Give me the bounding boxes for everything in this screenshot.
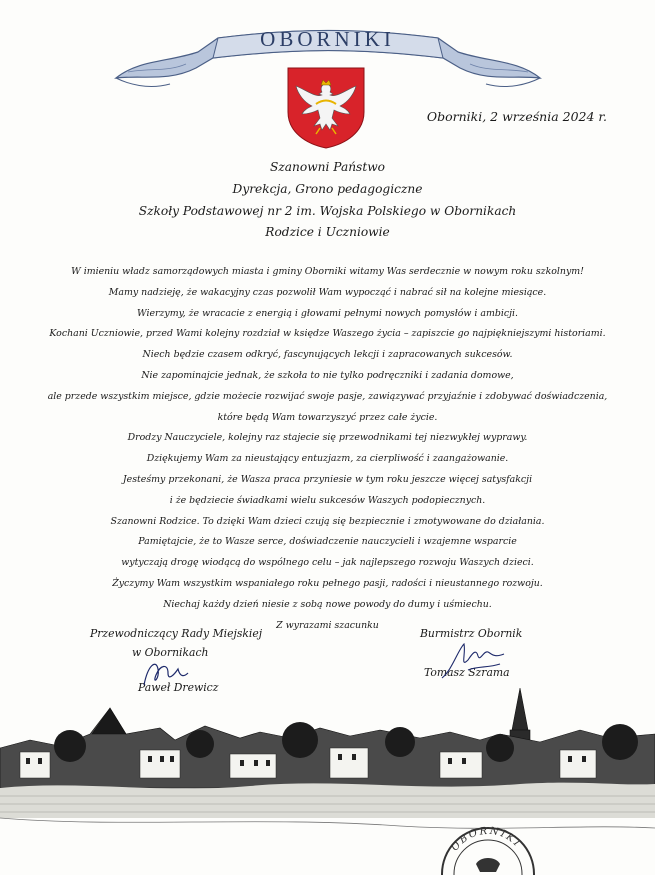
body-line: Niech będzie czasem odkryć, fascynujących lekcji i zapracowanych sukcesów.: [142, 349, 513, 361]
signatory-title: w Obornikach: [132, 646, 209, 659]
addressee-line: Szanowni Państwo: [270, 160, 385, 174]
body-line: Nie zapominajcie jednak, że szkoła to nie tylko podręczniki i zadania domowe,: [141, 369, 514, 381]
body-line: Kochani Uczniowie, przed Wami kolejny rozdział w księdze Waszego życia – zapiszcie go najpiękniejszymi historiami.: [49, 328, 606, 340]
signatory-title: Przewodniczący Rady Miejskiej: [90, 627, 263, 640]
body-line: Szanowni Rodzice. To dzięki Wam dzieci czują się bezpiecznie i zmotywowane do działania.: [110, 515, 545, 527]
addressee-line: Rodzice i Uczniowie: [265, 225, 390, 240]
body-line: które będą Wam towarzyszyć przez całe życie.: [217, 411, 438, 423]
body-line: Mamy nadzieję, że wakacyjny czas pozwolił Wam wypocząć i nabrać sił na kolejne miesiące.: [108, 286, 547, 298]
addressee-line: Szkoły Podstawowej nr 2 im. Wojska Polskiego w Obornikach: [138, 203, 517, 218]
banner-title: OBORNIKI: [260, 27, 395, 51]
body-line: Pamiętajcie, że to Wasze serce, doświadczenie nauczycieli i wzajemne wsparcie: [138, 536, 517, 548]
svg-text:OBORNIKI: OBORNIKI: [449, 825, 524, 854]
body-line: Życzymy Wam wszystkim wspaniałego roku pełnego pasji, radości i nieustannego rozwoju.: [112, 577, 543, 589]
closing-line: Z wyrazami szacunku: [276, 619, 379, 631]
body-line: W imieniu władz samorządowych miasta i gminy Oborniki witamy Was serdecznie w nowym roku szkolnym!: [71, 266, 584, 277]
body-line: Dziękujemy Wam za nieustający entuzjazm, za cierpliwość i zaangażowanie.: [146, 453, 509, 465]
city-seal: [438, 806, 538, 875]
body-line: Jesteśmy przekonani, że Wasza praca przyniesie w tym roku jeszcze więcej satysfakcji: [122, 473, 533, 485]
body-line: wytyczają drogę wiodącą do wspólnego celu – jak najlepszego rozwoju Waszych dzieci.: [121, 557, 534, 569]
signatory-name: Paweł Drewicz: [138, 681, 219, 694]
letter-body: [0, 262, 655, 636]
addressee-block: [0, 157, 655, 244]
signatory-title: Burmistrz Obornik: [420, 627, 523, 640]
body-line: Wierzymy, że wracacie z energią i głowami pełnymi nowych pomysłów i ambicji.: [136, 307, 519, 319]
body-line: i że będziecie świadkami wielu sukcesów Waszych podopiecznych.: [169, 494, 486, 506]
body-line: Niechaj każdy dzień niesie z sobą nowe powody do dumy i uśmiechu.: [163, 598, 492, 610]
body-line: Drodzy Nauczyciele, kolejny raz stajecie się przewodnikami tej niezwykłej wyprawy.: [127, 432, 528, 444]
town-panorama-illustration: [0, 668, 655, 875]
body-line: ale przede wszystkim miejsce, gdzie możecie rozwijać swoje pasje, zawiązywać przyjaźnie i zdobywać doświadczenia,: [47, 390, 608, 402]
signatory-name: Tomasz Szrama: [424, 666, 510, 679]
addressee-line: Dyrekcja, Grono pedagogiczne: [232, 181, 423, 196]
letter-date: Oborniki, 2 września 2024 r.: [426, 109, 607, 124]
coat-of-arms: [286, 66, 366, 150]
